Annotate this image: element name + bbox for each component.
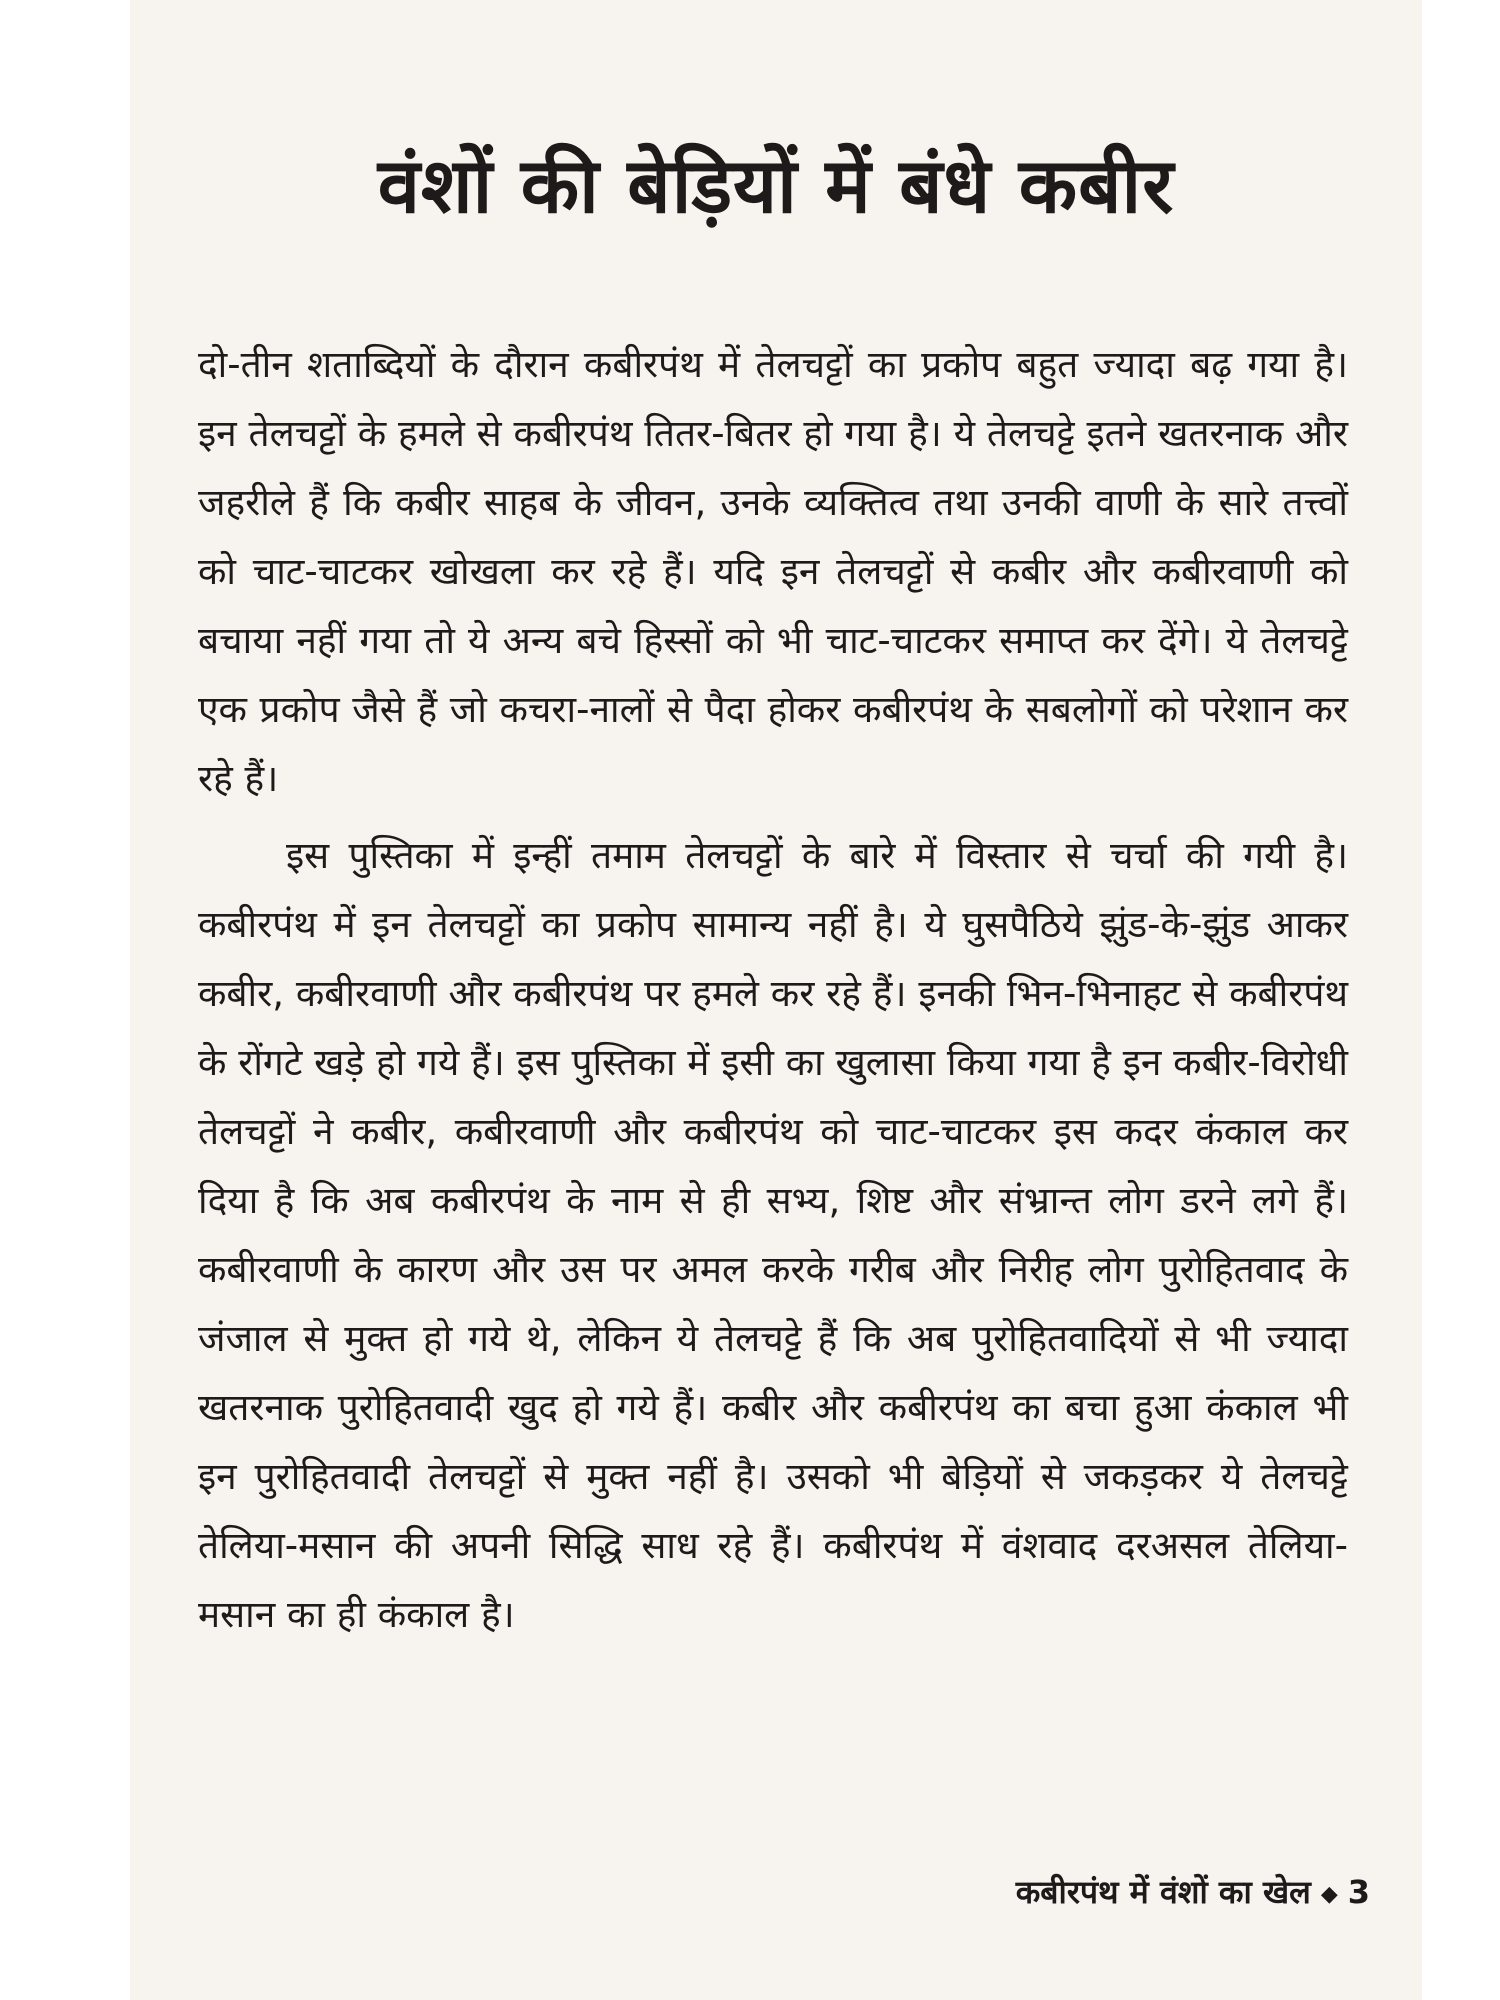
chapter-title: वंशों की बेड़ियों में बंधे कबीर xyxy=(377,141,1175,230)
running-title: कबीरपंथ में वंशों का खेल xyxy=(1015,1873,1311,1911)
diamond-separator-icon: ◆ xyxy=(1320,1881,1338,1907)
page-footer xyxy=(1016,1870,1370,1913)
book-page xyxy=(130,0,1422,2000)
paragraph-1: दो-तीन शताब्दियों के दौरान कबीरपंथ में तेलचट्टों का प्रकोप बहुत ज्यादा बढ़ गया है। इन तेलचट्टों के हमले से कबीरपंथ तितर-बितर हो गया है। ये तेलचट्टे इतने खतरनाक और जहरीले हैं कि कबीर साहब के जीवन, उनके व्यक्तित्व तथा उनकी वाणी के सारे तत्त्वों को चाट-चाटकर खोखला कर रहे हैं। यदि इन तेलचट्टों से कबीर और कबीरवाणी को बचाया नहीं गया तो ये अन्य बचे हिस्सों को भी चाट-चाटकर समाप्त कर देंगे। ये तेलचट्टे एक प्रकोप जैसे हैं जो कचरा-नालों से पैदा होकर कबीरपंथ के सबलोगों को परेशान कर रहे हैं। xyxy=(198,343,1348,800)
page-number: 3 xyxy=(1347,1873,1370,1911)
body-text xyxy=(198,330,1348,1657)
paragraph-2: इस पुस्तिका में इन्हीं तमाम तेलचट्टों के बारे में विस्तार से चर्चा की गयी है। कबीरपंथ में इन तेलचट्टों का प्रकोप सामान्य नहीं है। ये घुसपैठिये झुंड-के-झुंड आकर कबीर, कबीरवाणी और कबीरपंथ पर हमले कर रहे हैं। इनकी भिन-भिनाहट से कबीरपंथ के रोंगटे खड़े हो गये हैं। इस पुस्तिका में इसी का खुलासा किया गया है इन कबीर-विरोधी तेलचट्टों ने कबीर, कबीरवाणी और कबीरपंथ को चाट-चाटकर इस कदर कंकाल कर दिया है कि अब कबीरपंथ के नाम से ही सभ्य, शिष्ट और संभ्रान्त लोग डरने लगे हैं। कबीरवाणी के कारण और उस पर अमल करके गरीब और निरीह लोग पुरोहितवाद के जंजाल से मुक्त हो गये थे, लेकिन ये तेलचट्टे हैं कि अब पुरोहितवादियों से भी ज्यादा खतरनाक पुरोहितवादी खुद हो गये हैं। कबीर और कबीरपंथ का बचा हुआ कंकाल भी इन पुरोहितवादी तेलचट्टों से मुक्त नहीं है। उसको भी बेड़ियों से जकड़कर ये तेलचट्टे तेलिया-मसान की अपनी सिद्धि साध रहे हैं। कबीरपंथ में वंशवाद दरअसल तेलिया-मसान का ही कंकाल है। xyxy=(198,834,1348,1636)
